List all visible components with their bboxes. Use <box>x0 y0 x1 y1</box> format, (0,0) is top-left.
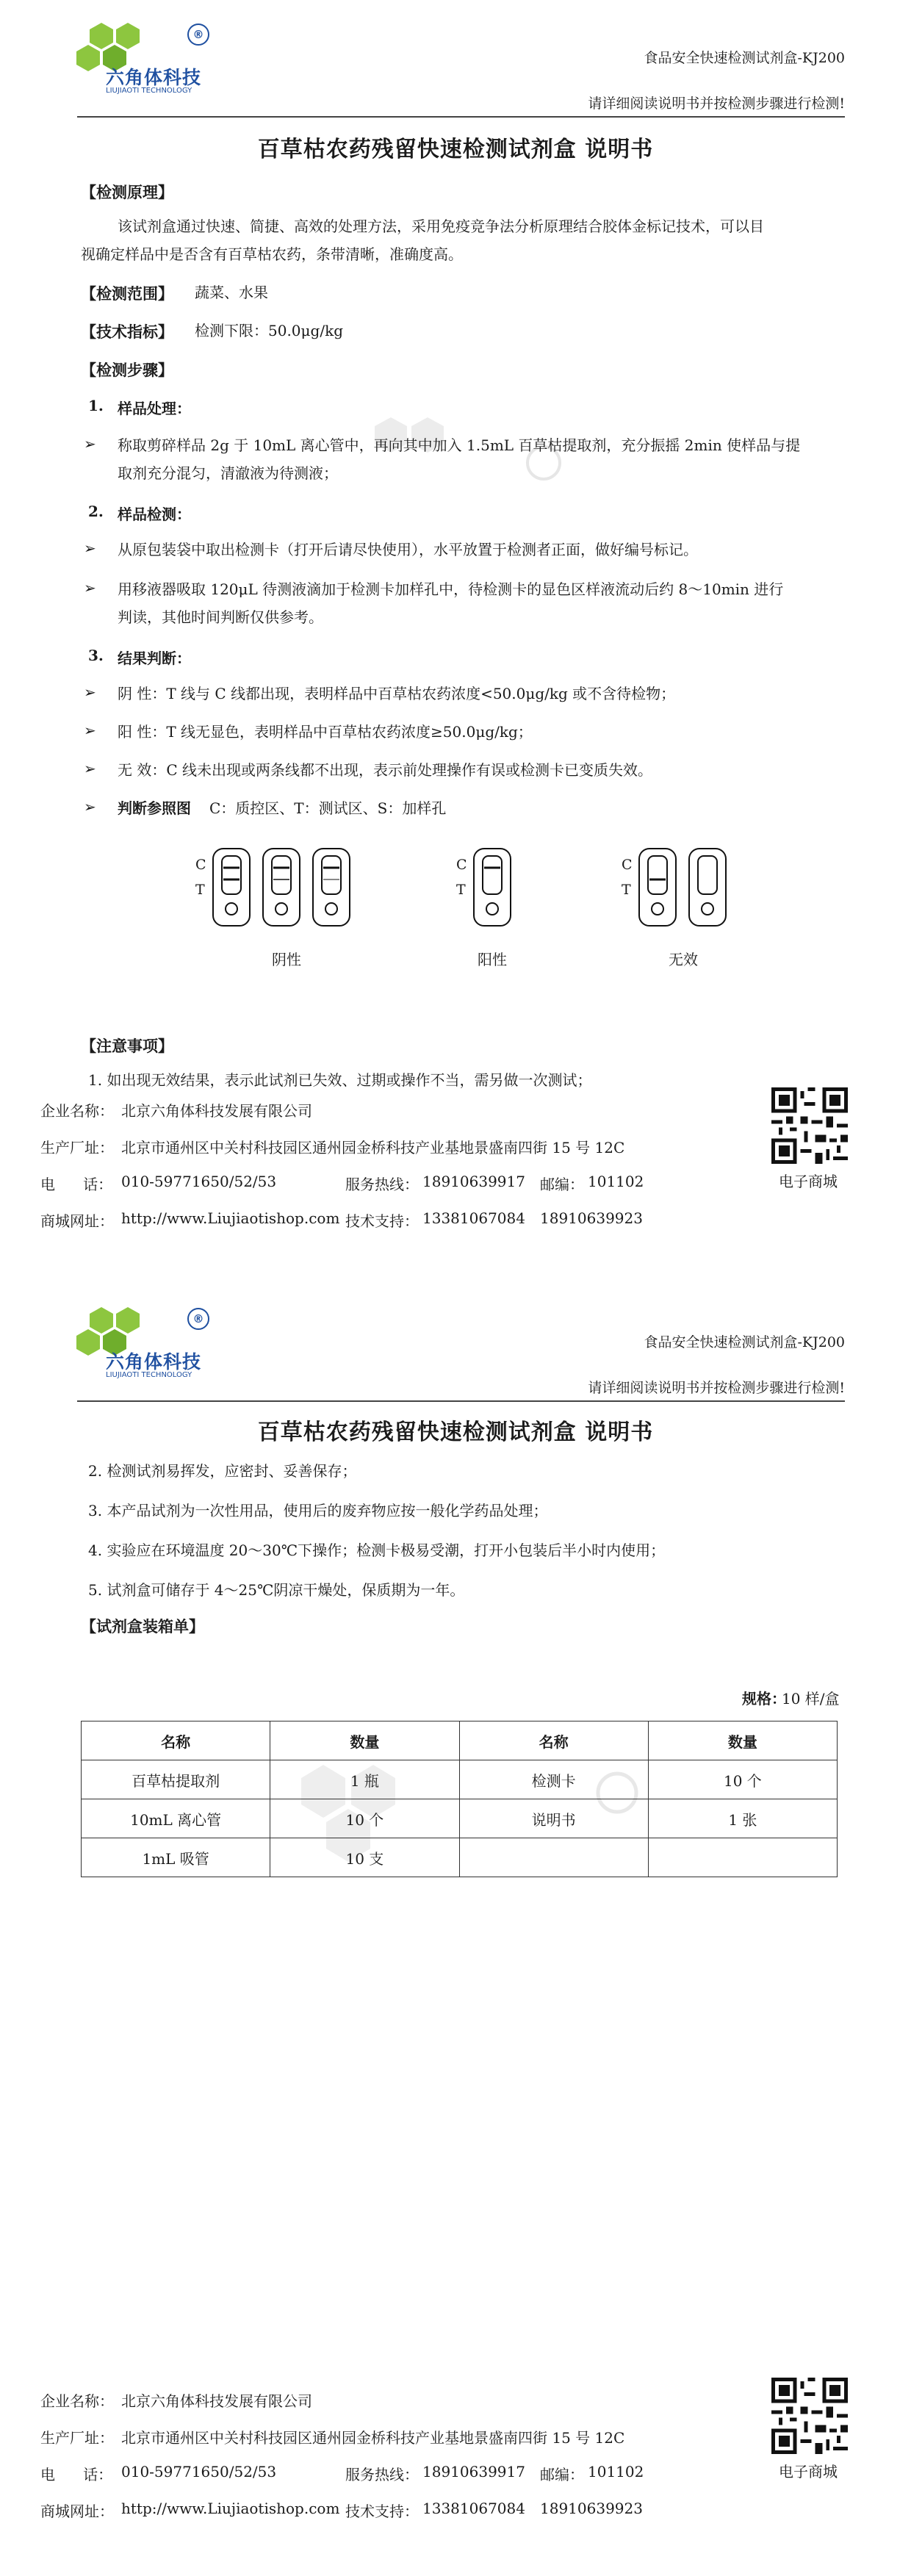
footer-web-link[interactable]: http://www.Liujiaotishop.com <box>121 1209 340 1227</box>
qr-code-icon[interactable] <box>771 2378 848 2454</box>
table-row <box>82 1760 838 1799</box>
table-cell: 1 瓶 <box>270 1760 459 1799</box>
header-divider <box>77 116 845 118</box>
footer-factory: 北京市通州区中关村科技园区通州园金桥科技产业基地景盛南四街 15 号 12C <box>121 1139 625 1156</box>
diagram-t-label: T <box>456 882 466 898</box>
bullet-arrow-icon: ➢ <box>84 539 96 557</box>
table-cell: 说明书 <box>459 1799 648 1838</box>
diagram-c-label: C <box>456 857 467 873</box>
note-1: 1. 如出现无效结果，表示此试剂已失效、过期或操作不当，需另做一次测试； <box>88 1071 592 1089</box>
bullet-arrow-icon: ➢ <box>84 798 96 816</box>
footer-phone-label: 电 话： <box>40 1176 113 1193</box>
footer-support-label: 技术支持： <box>345 1212 419 1230</box>
reference-label: 判断参照图 <box>118 799 191 817</box>
footer-zip: 101102 <box>588 2463 644 2480</box>
table-cell <box>648 1838 837 1877</box>
logo-text: 六角体科技 <box>106 1351 202 1372</box>
principle-line-1: 该试剂盒通过快速、简捷、高效的处理方法，采用免疫竞争法分析原理结合胶体金标记技术，可以目 <box>118 217 764 235</box>
step1-number: 1. <box>88 397 104 414</box>
footer-factory: 北京市通州区中关村科技园区通州园金桥科技产业基地景盛南四街 15 号 12C <box>121 2429 625 2447</box>
spec-value: 10 样/盒 <box>782 1690 840 1708</box>
footer-zip: 101102 <box>588 1173 644 1190</box>
spec-label: 规格： <box>742 1690 786 1708</box>
step2-number: 2. <box>88 503 104 520</box>
header-divider <box>77 1400 845 1402</box>
footer-support-label: 技术支持： <box>345 2503 419 2520</box>
step2-bullet-1: 从原包装袋中取出检测卡（打开后请尽快使用），水平放置于检测者正面，做好编号标记。 <box>118 541 698 558</box>
header-product-line: 食品安全快速检测试剂盒-KJ200 <box>644 1334 845 1350</box>
company-logo <box>73 1299 220 1387</box>
document-title: 百草枯农药残留快速检测试剂盒 说明书 <box>257 137 654 162</box>
table-cell: 检测卡 <box>459 1760 648 1799</box>
step3-title: 结果判断： <box>118 650 191 667</box>
index-text: 检测下限：50.0μg/kg <box>195 322 343 339</box>
footer-company: 北京六角体科技发展有限公司 <box>121 2392 312 2410</box>
note-5: 5. 试剂盒可储存于 4～25℃阴凉干燥处，保质期为一年。 <box>88 1581 465 1599</box>
footer-hotline-label: 服务热线： <box>345 1176 419 1193</box>
table-cell: 1 张 <box>648 1799 837 1838</box>
registered-mark: ® <box>187 24 209 46</box>
table-header-cell: 名称 <box>459 1721 648 1760</box>
footer-web-label: 商城网址： <box>40 1212 114 1230</box>
step2-bullet-2-line-1: 用移液器吸取 120μL 待测液滴加于检测卡加样孔中，待检测卡的显色区样液流动后约 8～10min 进行 <box>118 580 784 598</box>
table-cell: 1mL 吸管 <box>82 1838 270 1877</box>
notes-heading: 【注意事项】 <box>81 1037 173 1055</box>
scope-text: 蔬菜、水果 <box>195 284 268 301</box>
document-title: 百草枯农药残留快速检测试剂盒 说明书 <box>257 1420 654 1445</box>
bullet-arrow-icon: ➢ <box>84 760 96 777</box>
table-cell: 10 个 <box>270 1799 459 1838</box>
note-4: 4. 实验应在环境温度 20～30℃下操作；检测卡极易受潮，打开小包装后半小时内使用； <box>88 1541 666 1559</box>
steps-heading: 【检测步骤】 <box>81 361 173 379</box>
bullet-arrow-icon: ➢ <box>84 435 96 453</box>
kit-contents-table <box>81 1721 838 1877</box>
table-row <box>82 1799 838 1838</box>
table-cell <box>459 1838 648 1877</box>
diagram-c-label: C <box>622 857 633 873</box>
table-header-row <box>82 1721 838 1760</box>
table-header-cell: 数量 <box>270 1721 459 1760</box>
step1-bullet-line-2: 取剂充分混匀，清澈液为待测液； <box>118 464 338 482</box>
logo-text: 六角体科技 <box>106 67 202 88</box>
watermark-logo <box>345 411 566 503</box>
step2-bullet-2-line-2: 判读，其他时间判断仅供参考。 <box>118 608 323 626</box>
table-cell: 10 支 <box>270 1838 459 1877</box>
result-reference-diagram <box>184 841 911 937</box>
footer-hotline-label: 服务热线： <box>345 2466 419 2483</box>
company-logo <box>73 15 220 103</box>
footer-company-label: 企业名称： <box>40 1102 114 1120</box>
footer-phone: 010-59771650/52/53 <box>121 2463 277 2480</box>
reference-description: C：质控区、T：测试区、S：加样孔 <box>209 799 447 817</box>
diagram-t-label: T <box>195 882 205 898</box>
footer-support-1: 13381067084 <box>422 2500 525 2517</box>
scope-heading: 【检测范围】 <box>81 284 173 303</box>
note-3: 3. 本产品试剂为一次性用品，使用后的废弃物应按一般化学药品处理； <box>88 1502 548 1519</box>
footer-factory-label: 生产厂址： <box>40 2429 114 2447</box>
footer-web-link[interactable]: http://www.Liujiaotishop.com <box>121 2500 340 2517</box>
footer-zip-label: 邮编： <box>540 1176 584 1193</box>
qr-caption: 电子商城 <box>779 1173 838 1190</box>
table-header-cell: 名称 <box>82 1721 270 1760</box>
bullet-arrow-icon: ➢ <box>84 579 96 597</box>
diagram-negative-caption: 阴性 <box>272 951 301 968</box>
header-notice: 请详细阅读说明书并按检测步骤进行检测! <box>588 96 845 112</box>
footer-phone: 010-59771650/52/53 <box>121 1173 277 1190</box>
step2-title: 样品检测： <box>118 506 191 523</box>
principle-line-2: 视确定样品中是否含有百草枯农药，条带清晰，准确度高。 <box>81 245 463 263</box>
table-cell: 百草枯提取剂 <box>82 1760 270 1799</box>
table-header-cell: 数量 <box>648 1721 837 1760</box>
footer-company-label: 企业名称： <box>40 2392 114 2410</box>
step3-number: 3. <box>88 647 104 664</box>
diagram-t-label: T <box>622 882 631 898</box>
footer-hotline: 18910639917 <box>422 2463 525 2480</box>
step1-bullet-line-1: 称取剪碎样品 2g 于 10mL 离心管中，再向其中加入 1.5mL 百草枯提取剂，充分振摇 2min 使样品与提 <box>118 436 801 454</box>
diagram-positive-caption: 阳性 <box>478 951 507 968</box>
footer-factory-label: 生产厂址： <box>40 1139 114 1156</box>
note-2: 2. 检测试剂易挥发，应密封、妥善保存； <box>88 1462 357 1480</box>
registered-mark: ® <box>187 1308 209 1330</box>
step1-title: 样品处理： <box>118 400 191 417</box>
diagram-invalid-caption: 无效 <box>669 951 698 968</box>
bullet-arrow-icon: ➢ <box>84 722 96 739</box>
qr-code-icon[interactable] <box>771 1087 848 1164</box>
table-cell: 10mL 离心管 <box>82 1799 270 1838</box>
header-product-line: 食品安全快速检测试剂盒-KJ200 <box>644 50 845 66</box>
result-negative: 阴 性：T 线与 C 线都出现，表明样品中百草枯农药浓度<50.0μg/kg 或不含待检物； <box>118 685 676 702</box>
footer-support-2: 18910639923 <box>540 2500 643 2517</box>
result-invalid: 无 效：C 线未出现或两条线都不出现，表示前处理操作有误或检测卡已变质失效。 <box>118 761 653 779</box>
footer-web-label: 商城网址： <box>40 2503 114 2520</box>
diagram-c-label: C <box>195 857 206 873</box>
footer-hotline: 18910639917 <box>422 1173 525 1190</box>
footer-zip-label: 邮编： <box>540 2466 584 2483</box>
logo-subtitle: LIUJIAOTI TECHNOLOGY <box>106 87 192 95</box>
bullet-arrow-icon: ➢ <box>84 683 96 701</box>
principle-heading: 【检测原理】 <box>81 183 173 201</box>
table-row <box>82 1838 838 1877</box>
kit-list-heading: 【试剂盒装箱单】 <box>81 1617 204 1636</box>
header-notice: 请详细阅读说明书并按检测步骤进行检测! <box>588 1380 845 1396</box>
footer-company: 北京六角体科技发展有限公司 <box>121 1102 312 1120</box>
footer-support-1: 13381067084 <box>422 1209 525 1227</box>
table-cell: 10 个 <box>648 1760 837 1799</box>
logo-subtitle: LIUJIAOTI TECHNOLOGY <box>106 1371 192 1379</box>
qr-caption: 电子商城 <box>779 2463 838 2480</box>
footer-phone-label: 电 话： <box>40 2466 113 2483</box>
footer-support-2: 18910639923 <box>540 1209 643 1227</box>
index-heading: 【技术指标】 <box>81 323 173 341</box>
result-positive: 阳 性：T 线无显色，表明样品中百草枯农药浓度≥50.0μg/kg； <box>118 723 533 741</box>
